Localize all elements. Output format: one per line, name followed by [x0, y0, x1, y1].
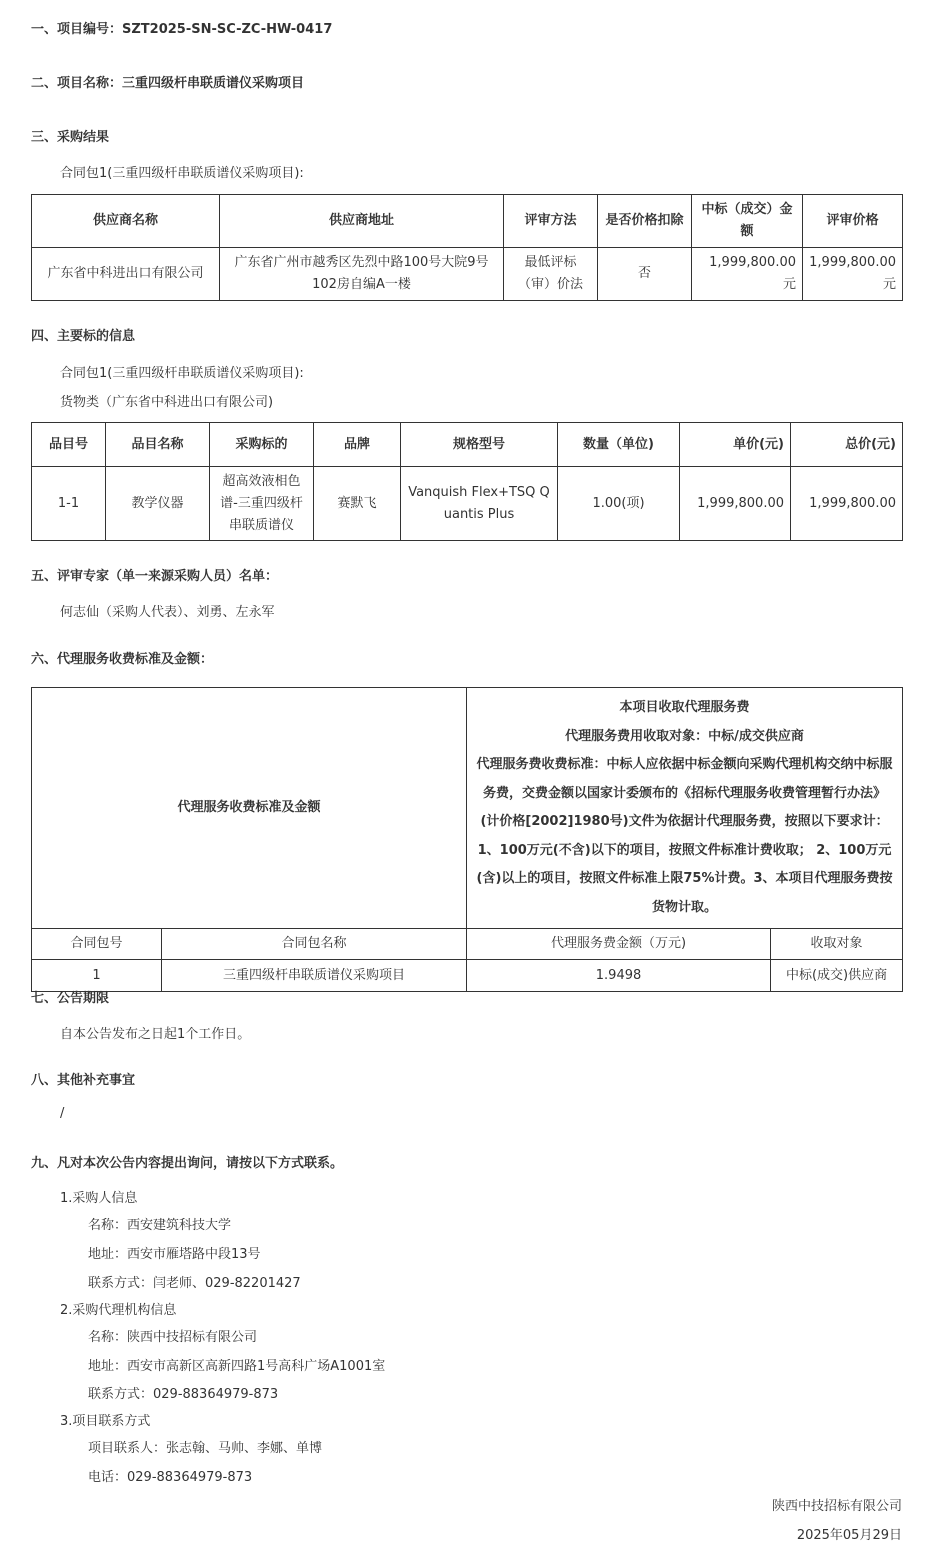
agency-fee-heading: 六、代理服务收费标准及金额：: [31, 652, 214, 667]
notice-period-heading: 七、公告期限: [31, 991, 110, 1006]
table-row: [32, 467, 903, 541]
model-cell: Vanquish Flex+TSQ Quantis Plus: [401, 467, 558, 541]
package-name-cell: 三重四级杆串联质谱仪采购项目: [162, 960, 467, 992]
result-heading: 三、采购结果: [31, 130, 110, 145]
col-quantity: 数量（单位): [558, 423, 680, 467]
agent-contact: 联系方式：029-88364979-873: [88, 1387, 279, 1402]
subject-cell: 超高效液相色谱-三重四级杆串联质谱仪: [210, 467, 314, 541]
col-total-price: 总价(元): [791, 423, 903, 467]
main-items-heading: 四、主要标的信息: [31, 329, 136, 344]
other-matters-text: /: [60, 1106, 65, 1121]
footer-organization: 陕西中技招标有限公司: [771, 1499, 902, 1514]
supplier-name-cell: 广东省中科进出口有限公司: [32, 248, 220, 301]
agent-address: 地址：西安市高新区高新四路1号高科广场A1001室: [88, 1359, 386, 1374]
footer-date: 2025年05月29日: [796, 1528, 902, 1543]
brand-cell: 赛默飞: [314, 467, 401, 541]
price-deduction-cell: 否: [598, 248, 692, 301]
buyer-info-title: 1.采购人信息: [60, 1191, 138, 1206]
col-award-amount: 中标（成交）金额: [692, 195, 803, 248]
experts-heading: 五、评审专家（单一来源采购人员）名单：: [31, 569, 279, 584]
review-method-cell: 最低评标（审）价法: [504, 248, 598, 301]
total-price-cell: 1,999,800.00: [791, 467, 903, 541]
unit-price-cell: 1,999,800.00: [680, 467, 791, 541]
buyer-contact: 联系方式：闫老师、029-82201427: [88, 1276, 301, 1291]
award-amount-cell: 1,999,800.00元: [692, 248, 803, 301]
project-number-heading: 一、项目编号：SZT2025-SN-SC-ZC-HW-0417: [31, 22, 333, 37]
project-contact-title: 3.项目联系方式: [60, 1414, 151, 1429]
supplier-address-cell: 广东省广州市越秀区先烈中路100号大院9号102房自编A一楼: [220, 248, 504, 301]
col-supplier-name: 供应商名称: [32, 195, 220, 248]
item-name-cell: 教学仪器: [106, 467, 210, 541]
col-review-method: 评审方法: [504, 195, 598, 248]
col-review-price: 评审价格: [803, 195, 903, 248]
contact-heading: 九、凡对本次公告内容提出询问，请按以下方式联系。: [31, 1156, 344, 1171]
col-item-no: 品目号: [32, 423, 106, 467]
col-item-name: 品目名称: [106, 423, 210, 467]
project-contact-phone: 电话：029-88364979-873: [88, 1470, 253, 1485]
buyer-address: 地址：西安市雁塔路中段13号: [88, 1247, 261, 1262]
agent-name: 名称：陕西中技招标有限公司: [88, 1330, 258, 1345]
col-supplier-address: 供应商地址: [220, 195, 504, 248]
table-row: [32, 248, 903, 301]
agency-fee-table: [31, 687, 903, 992]
project-name-heading: 二、项目名称：三重四级杆串联质谱仪采购项目: [31, 76, 305, 91]
table-row: [32, 960, 903, 992]
col-fee-amount: 代理服务费金额（万元): [467, 929, 771, 960]
buyer-name: 名称：西安建筑科技大学: [88, 1218, 232, 1233]
items-category-label: 货物类（广东省中科进出口有限公司): [60, 395, 274, 410]
result-table: [31, 194, 903, 301]
fee-amount-cell: 1.9498: [467, 960, 771, 992]
col-brand: 品牌: [314, 423, 401, 467]
agent-info-title: 2.采购代理机构信息: [60, 1303, 177, 1318]
items-package-label: 合同包1(三重四级杆串联质谱仪采购项目):: [60, 366, 304, 381]
col-subject: 采购标的: [210, 423, 314, 467]
items-table: [31, 422, 903, 541]
col-charge-target: 收取对象: [771, 929, 903, 960]
item-no-cell: 1-1: [32, 467, 106, 541]
col-unit-price: 单价(元): [680, 423, 791, 467]
project-contact-people: 项目联系人：张志翰、马帅、李娜、单博: [88, 1441, 323, 1456]
col-package-no: 合同包号: [32, 929, 162, 960]
quantity-cell: 1.00(项): [558, 467, 680, 541]
other-matters-heading: 八、其他补充事宜: [31, 1073, 136, 1088]
fee-standard-description: 本项目收取代理服务费 代理服务费用收取对象：中标/成交供应商 代理服务费收费标准：中标人应依据中标金额向采购代理机构交纳中标服务费，交费金额以国家计委颁布的《招标代理服务收费管理暂行办法》(计价格[2002]1980号)文件为依据计代理服务费，按照以下要求计： 1、100万元(不含)以下的项目，按照文件标准计费收取； 2、100万元(含)以上的项目，按照文件标准上限75%计费。3、本项目代理服务费按货物计取。: [467, 688, 903, 929]
notice-period-text: 自本公告发布之日起1个工作日。: [60, 1027, 251, 1042]
fee-standard-label: 代理服务收费标准及金额: [32, 688, 467, 929]
result-package-label: 合同包1(三重四级杆串联质谱仪采购项目):: [60, 166, 304, 181]
review-price-cell: 1,999,800.00元: [803, 248, 903, 301]
col-model: 规格型号: [401, 423, 558, 467]
package-no-cell: 1: [32, 960, 162, 992]
col-price-deduction: 是否价格扣除: [598, 195, 692, 248]
col-package-name: 合同包名称: [162, 929, 467, 960]
charge-target-cell: 中标(成交)供应商: [771, 960, 903, 992]
experts-names: 何志仙（采购人代表）、刘勇、左永军: [60, 605, 275, 620]
